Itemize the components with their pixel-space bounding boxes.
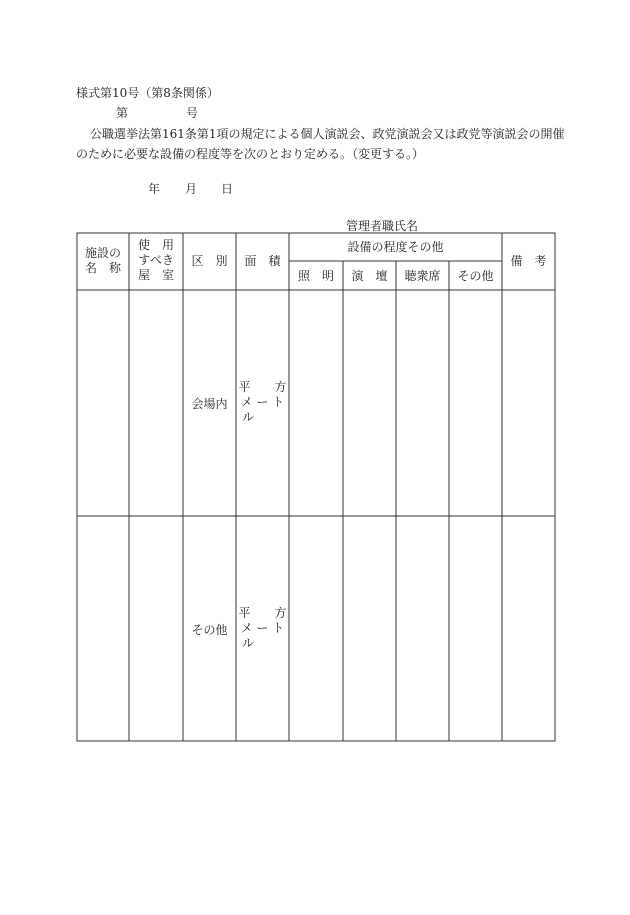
header-room-line2: すべき	[138, 253, 174, 267]
header-facility-name-line1: 施設の	[84, 246, 121, 260]
row1-area-unit-line1: 平 方	[238, 380, 287, 394]
row1-category: 会場内	[191, 397, 228, 411]
document-number-dai: 第	[116, 106, 129, 120]
row1-area-unit	[236, 380, 289, 425]
header-lighting: 照 明	[297, 269, 334, 283]
header-room	[129, 238, 183, 283]
document-number-go: 号	[186, 106, 199, 120]
table-border	[77, 233, 555, 741]
header-room-line3: 屋 室	[137, 268, 174, 282]
row2-area-unit-line1: 平 方	[238, 606, 287, 620]
row2-area-unit	[236, 606, 289, 651]
date-day: 日	[221, 182, 234, 196]
header-audience-seats: 聴衆席	[404, 269, 441, 283]
header-remarks: 備 考	[510, 254, 547, 268]
date-month: 月	[185, 182, 198, 196]
header-equipment-group: 設備の程度その他	[347, 240, 444, 254]
header-room-line1: 使 用	[137, 238, 174, 252]
row1-area-unit-line3: ル	[242, 410, 255, 424]
date-year: 年	[148, 182, 161, 196]
row1-area-unit-line2: メ ー ト	[240, 395, 285, 409]
row2-category: その他	[191, 623, 228, 637]
header-facility-name	[77, 246, 129, 276]
row2-area-unit-line3: ル	[242, 636, 255, 650]
row2-area-unit-line2: メ ー ト	[240, 621, 285, 635]
header-podium: 演 壇	[351, 269, 388, 283]
body-text-line-2: のために必要な設備の程度等を次のとおり定める。（変更する。）	[76, 147, 425, 161]
header-category: 区 別	[191, 254, 228, 268]
header-area: 面 積	[244, 254, 281, 268]
manager-label: 管理者職氏名	[346, 219, 419, 233]
header-facility-name-line2: 名 称	[84, 261, 121, 275]
header-other: その他	[457, 269, 494, 283]
form-title: 様式第10号（第8条関係）	[76, 86, 219, 100]
body-text-line-1: 公職選挙法第161条第1項の規定による個人演説会、政党演説会又は政党等演説会の開催	[90, 127, 565, 141]
